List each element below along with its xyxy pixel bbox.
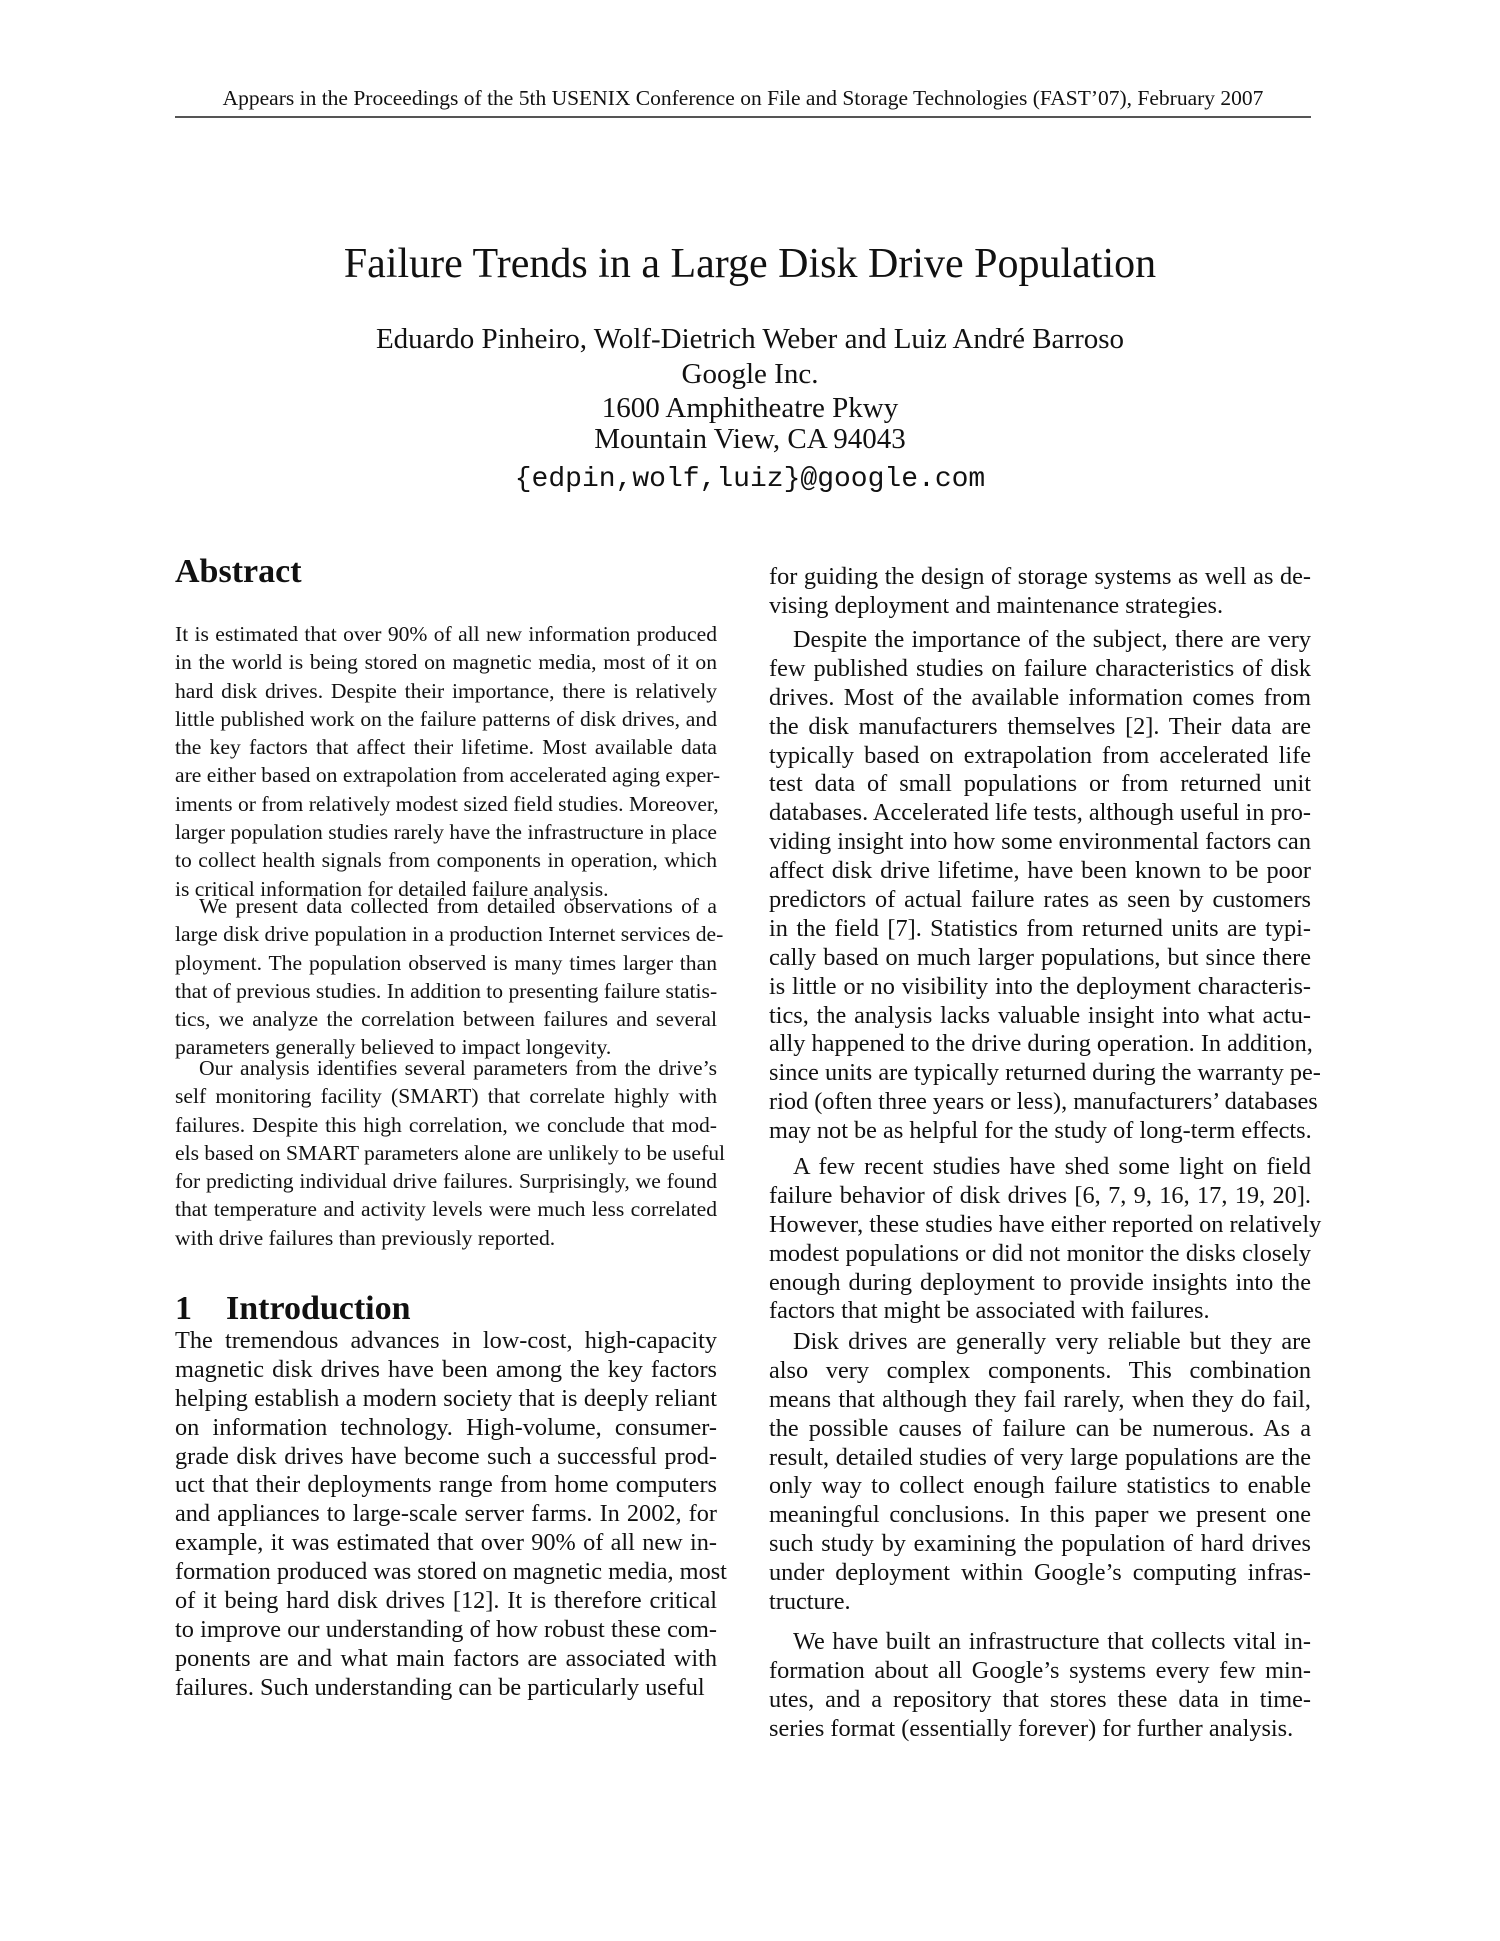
text-line: It is estimated that over 90% of all new information produced [175, 622, 717, 646]
header-rule [175, 116, 1311, 118]
text-line: on information technology. High-volume, consumer- [175, 1413, 717, 1441]
text-line: vising deployment and maintenance strategies. [769, 591, 1224, 619]
text-line: that temperature and activity levels were much less correlated [175, 1197, 717, 1222]
paragraph [769, 1153, 1322, 1326]
text-line: cally based on much larger populations, but since there [769, 943, 1311, 971]
text-line: helping establish a modern society that is deeply reliant [175, 1384, 717, 1412]
text-line: only way to collect enough failure statistics to enable [769, 1472, 1311, 1500]
address-line-2: Mountain View, CA 94043 [594, 423, 906, 455]
text-line: is critical information for detailed failure analysis. [175, 876, 609, 901]
text-line: failures. Despite this high correlation, we conclude that mod- [175, 1112, 717, 1137]
text-line: since units are typically returned during the warranty pe- [769, 1059, 1321, 1087]
text-line: uct that their deployments range from home computers [175, 1471, 717, 1499]
authors: Eduardo Pinheiro, Wolf-Dietrich Weber and Luiz André Barroso [375, 323, 1125, 355]
abstract-heading: Abstract [175, 553, 302, 590]
text-line: formation produced was stored on magnetic media, most [175, 1558, 727, 1586]
paragraph [175, 1054, 725, 1252]
text-line: grade disk drives have become such a successful prod- [175, 1442, 717, 1470]
text-line: test data of small populations or from returned unit [769, 770, 1311, 798]
text-line: of it being hard disk drives [12]. It is therefore critical [175, 1587, 717, 1615]
text-line: the key factors that affect their lifetime. Most available data [175, 735, 717, 760]
text-line: are either based on extrapolation from accelerated aging exper- [175, 763, 721, 788]
text-line: little published work on the failure patterns of disk drives, and [175, 706, 717, 731]
text-line: that of previous studies. In addition to presenting failure statis- [175, 978, 718, 1003]
text-line: in the world is being stored on magnetic media, most of it on [175, 650, 717, 675]
paragraph [769, 1328, 1311, 1617]
text-line: iments or from relatively modest sized field studies. Moreover, [175, 791, 719, 816]
text-line: self monitoring facility (SMART) that correlate highly with [175, 1084, 717, 1109]
introduction-heading: 1 Introduction [175, 1290, 411, 1327]
text-line: databases. Accelerated life tests, although useful in pro- [769, 799, 1311, 827]
text-line: ployment. The population observed is many times larger than [175, 950, 717, 975]
text-line: We present data collected from detailed observations of a [199, 894, 717, 918]
text-line: example, it was estimated that over 90% of all new in- [175, 1529, 717, 1557]
text-line: affect disk drive lifetime, have been known to be poor [769, 857, 1311, 885]
text-line: the possible causes of failure can be numerous. As a [769, 1414, 1311, 1442]
text-line: ponents are and what main factors are associated with [175, 1644, 717, 1672]
text-line: may not be as helpful for the study of long-term effects. [769, 1117, 1312, 1145]
text-line: magnetic disk drives have been among the key factors [175, 1355, 717, 1383]
paragraph [769, 563, 1311, 621]
text-line: predictors of actual failure rates as seen by customers [769, 886, 1311, 914]
text-line: parameters generally believed to impact longevity. [175, 1035, 612, 1060]
text-line: with drive failures than previously reported. [175, 1225, 556, 1250]
text-line: series format (essentially forever) for further analysis. [769, 1714, 1294, 1742]
author-emails: {edpin,wolf,luiz}@google.com [514, 464, 986, 495]
text-line: also very complex components. This combination [769, 1356, 1311, 1384]
text-line: for guiding the design of storage systems as well as de- [769, 563, 1311, 590]
text-line: meaningful conclusions. In this paper we present one [769, 1501, 1311, 1529]
affiliation: Google Inc. [681, 358, 819, 390]
text-line: modest populations or did not monitor the disks closely [769, 1239, 1311, 1267]
text-line: Disk drives are generally very reliable but they are [793, 1328, 1311, 1355]
text-line: drives. Most of the available information comes from [769, 683, 1311, 711]
text-line: is little or no visibility into the deployment characteris- [769, 972, 1311, 1000]
text-line: failures. Such understanding can be particularly useful [175, 1673, 705, 1701]
text-line: to collect health signals from components in operation, which [175, 848, 717, 873]
text-line: enough during deployment to provide insights into the [769, 1268, 1311, 1296]
paragraph [175, 892, 724, 1062]
text-line: the disk manufacturers themselves [2]. Their data are [769, 712, 1311, 740]
text-line: utes, and a repository that stores these data in time- [769, 1685, 1311, 1713]
text-line: However, these studies have either reported on relatively [769, 1210, 1322, 1238]
paper-title: Failure Trends in a Large Disk Drive Population [343, 241, 1157, 287]
paragraph [175, 620, 721, 903]
text-line: result, detailed studies of very large populations are the [769, 1443, 1311, 1471]
text-line: under deployment within Google’s computing infras- [769, 1559, 1311, 1587]
text-line: hard disk drives. Despite their importance, there is relatively [175, 678, 717, 703]
text-line: few published studies on failure characteristics of disk [769, 654, 1311, 682]
text-line: The tremendous advances in low-cost, high-capacity [175, 1327, 717, 1354]
text-line: Despite the importance of the subject, there are very [793, 626, 1311, 653]
text-line: ally happened to the drive during operation. In addition, [769, 1030, 1313, 1058]
text-line: viding insight into how some environmental factors can [769, 828, 1311, 856]
text-line: tics, we analyze the correlation between failures and several [175, 1007, 717, 1032]
text-line: such study by examining the population of hard drives [769, 1530, 1311, 1558]
text-line: larger population studies rarely have the infrastructure in place [175, 820, 717, 845]
text-line: in the field [7]. Statistics from returned units are typi- [769, 914, 1311, 942]
text-line: We have built an infrastructure that collects vital in- [793, 1628, 1311, 1655]
text-line: and appliances to large-scale server farms. In 2002, for [175, 1500, 717, 1528]
address-line-1: 1600 Amphitheatre Pkwy [601, 392, 899, 424]
text-line: tructure. [769, 1588, 851, 1616]
text-line: factors that might be associated with failures. [769, 1297, 1210, 1325]
paragraph [175, 1327, 727, 1703]
text-line: tics, the analysis lacks valuable insight into what actu- [769, 1001, 1311, 1029]
paragraph [769, 626, 1321, 1146]
text-line: large disk drive population in a production Internet services de- [175, 922, 724, 947]
text-line: typically based on extrapolation from accelerated life [769, 741, 1311, 769]
text-line: els based on SMART parameters alone are unlikely to be useful [175, 1140, 725, 1165]
text-line: A few recent studies have shed some light on field [793, 1153, 1311, 1180]
text-line: to improve our understanding of how robust these com- [175, 1615, 717, 1643]
text-line: formation about all Google’s systems every few min- [769, 1656, 1311, 1684]
text-line: means that although they fail rarely, when they do fail, [769, 1385, 1311, 1413]
text-line: riod (often three years or less), manufacturers’ databases [769, 1088, 1318, 1116]
text-line: for predicting individual drive failures. Surprisingly, we found [175, 1169, 717, 1194]
running-header: Appears in the Proceedings of the 5th USENIX Conference on File and Storage Technologies (FAST’07), February 2007 [222, 86, 1264, 110]
text-line: failure behavior of disk drives [6, 7, 9, 16, 17, 19, 20]. [769, 1181, 1311, 1209]
paragraph [769, 1628, 1311, 1744]
text-line: Our analysis identifies several parameters from the drive’s [199, 1056, 717, 1080]
